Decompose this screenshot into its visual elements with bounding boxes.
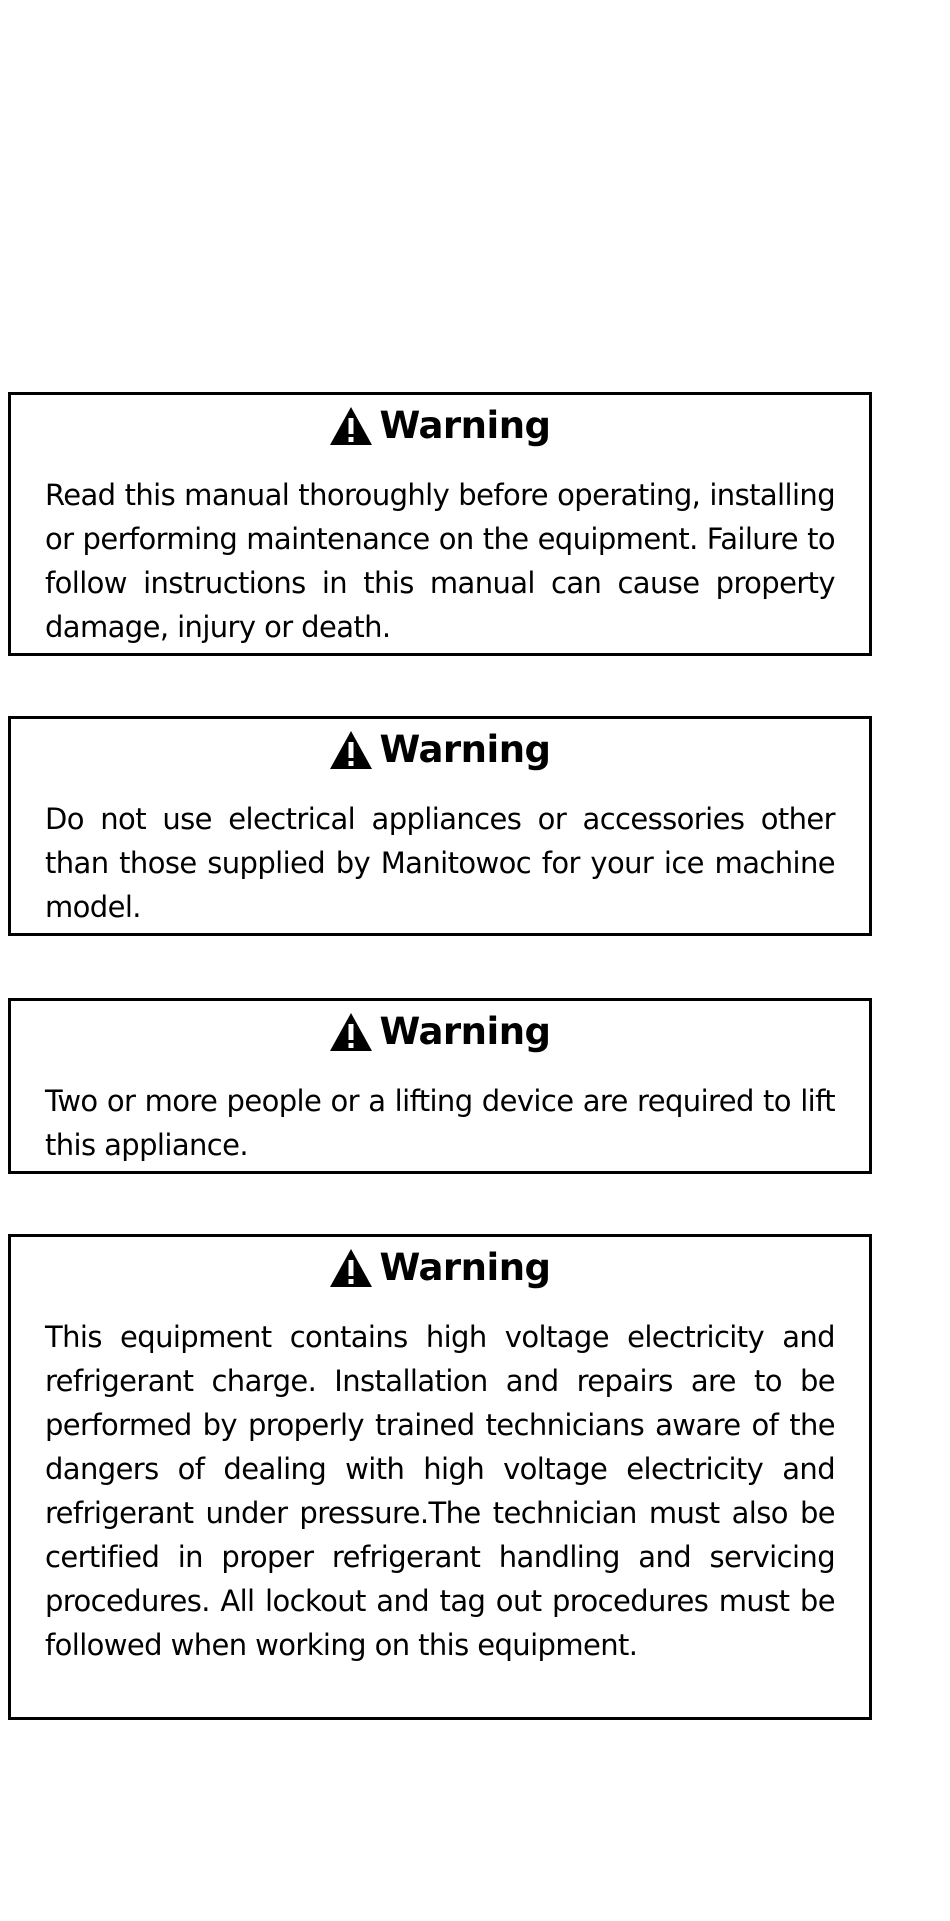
warning-triangle-icon [329, 406, 373, 446]
warning-text: Do not use electrical appliances or accessories other than those supplied by Manitowoc for your ice machine model. [45, 802, 835, 924]
warning-triangle-icon [329, 1248, 373, 1288]
warning-header [11, 1007, 869, 1057]
warning-triangle-icon [329, 730, 373, 770]
warning-header [11, 1243, 869, 1293]
warning-box-manual [8, 392, 872, 656]
warning-box-high-voltage [8, 1234, 872, 1720]
warning-text: This equipment contains high voltage electricity and refrigerant charge. Installation and repairs are to be performed by properly trained technicians aware of the dangers of dealing with high voltage electricity and refrigerant under pressure.The technician must also be certified in proper refrigerant handling and servicing procedures. All lockout and tag out procedures must be followed when working on this equipment. [45, 1320, 835, 1662]
warning-box-appliances [8, 716, 872, 936]
warning-header [11, 725, 869, 775]
warning-box-lifting [8, 998, 872, 1174]
warning-title: Warning [379, 1010, 551, 1053]
warning-title: Warning [379, 404, 551, 447]
warning-text: Two or more people or a lifting device are required to lift this appliance. [45, 1084, 835, 1162]
warning-triangle-icon [329, 1012, 373, 1052]
warning-title: Warning [379, 1246, 551, 1289]
warning-text: Read this manual thoroughly before operating, installing or performing maintenance on the equipment. Failure to follow instructions in this manual can cause property damage, injury or death. [45, 478, 835, 644]
warning-title: Warning [379, 728, 551, 771]
warning-header [11, 401, 869, 451]
